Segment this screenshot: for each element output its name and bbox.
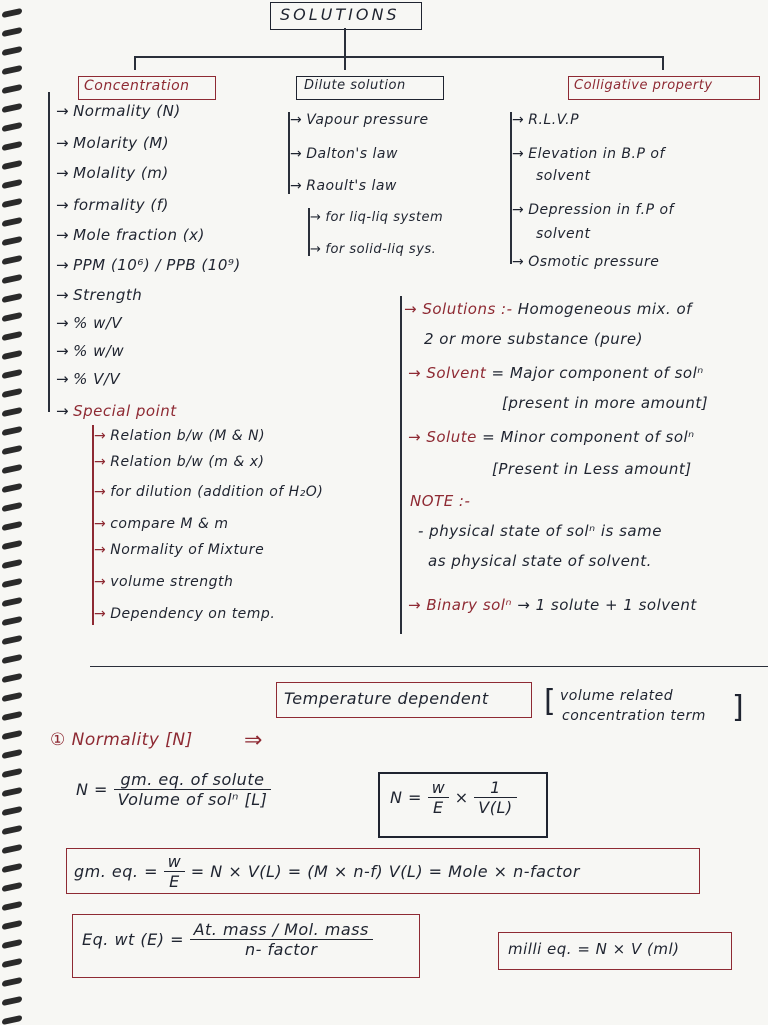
spiral-coil bbox=[2, 787, 22, 797]
arrow-icon: → bbox=[94, 606, 107, 622]
spiral-coil bbox=[2, 768, 22, 778]
concentration-item bbox=[56, 314, 122, 332]
n-denominator: Volume of solⁿ [L] bbox=[117, 790, 268, 809]
temperature-bracket-left: [ bbox=[544, 684, 557, 719]
arrow-icon: → bbox=[56, 314, 70, 332]
arrow-icon: → bbox=[56, 164, 70, 182]
spiral-coil bbox=[2, 749, 22, 759]
arrow-icon: → bbox=[56, 402, 70, 420]
list-item-label: for liq-liq system bbox=[325, 210, 444, 225]
spiral-coil bbox=[2, 312, 22, 322]
normality-heading: ① Normality [N] bbox=[50, 730, 193, 750]
list-item-label: Molarity (M) bbox=[73, 134, 170, 152]
spiral-binding bbox=[0, 0, 22, 1024]
special-point-item bbox=[94, 428, 265, 444]
arrow-icon: → bbox=[56, 102, 70, 120]
concentration-item bbox=[56, 134, 169, 152]
definitions-spine bbox=[400, 296, 402, 634]
upper-block-bottom-rule bbox=[90, 666, 768, 667]
spiral-coil bbox=[2, 141, 22, 151]
arrow-icon: → bbox=[512, 202, 525, 218]
spiral-coil bbox=[2, 46, 22, 56]
box-one-over-v bbox=[474, 778, 516, 817]
list-item-label: Raoult's law bbox=[306, 178, 397, 194]
colligative-item bbox=[512, 146, 665, 162]
special-point-item bbox=[94, 606, 275, 622]
tree-stem bbox=[344, 28, 346, 56]
list-item-label: Mole fraction (x) bbox=[73, 226, 205, 244]
colligative-heading: Colligative property bbox=[574, 78, 713, 93]
list-item-label: Depression in f.P of bbox=[528, 202, 674, 218]
spiral-coil bbox=[2, 711, 22, 721]
spiral-coil bbox=[2, 103, 22, 113]
spiral-coil bbox=[2, 8, 22, 18]
concentration-item bbox=[56, 342, 124, 360]
solutions-arrow: → bbox=[404, 300, 423, 318]
solvent-label: Solvent bbox=[426, 364, 487, 382]
dilute-item bbox=[290, 112, 429, 128]
arrow-icon: → bbox=[94, 428, 107, 444]
list-item-label: for solid-liq sys. bbox=[325, 242, 437, 257]
spiral-coil bbox=[2, 673, 22, 683]
n-eq-lhs: N = bbox=[76, 780, 108, 799]
spiral-coil bbox=[2, 293, 22, 303]
arrow-icon: → bbox=[512, 112, 525, 128]
spiral-coil bbox=[2, 825, 22, 835]
list-item-label: solvent bbox=[536, 168, 591, 184]
arrow-icon: → bbox=[290, 146, 303, 162]
spiral-coil bbox=[2, 540, 22, 550]
colligative-item bbox=[512, 112, 579, 128]
concentration-item bbox=[56, 370, 120, 388]
normality-arrow-icon: ⇒ bbox=[244, 728, 263, 753]
spiral-coil bbox=[2, 236, 22, 246]
box-times: × bbox=[454, 788, 469, 807]
box-w-over-e bbox=[428, 778, 450, 817]
arrow-icon: → bbox=[94, 516, 107, 532]
special-point-item bbox=[94, 484, 323, 500]
dilute-heading: Dilute solution bbox=[304, 78, 406, 93]
note-text-1: - physical state of solⁿ is same bbox=[418, 522, 662, 540]
solvent-text-2: [present in more amount] bbox=[502, 394, 709, 412]
dilute-sub-item bbox=[310, 210, 443, 225]
eqwt-equation bbox=[82, 920, 373, 959]
eqwt-numerator: At. mass / Mol. mass bbox=[190, 920, 373, 940]
list-item-label: Elevation in B.P of bbox=[528, 146, 665, 162]
arrow-icon: → bbox=[56, 286, 70, 304]
special-point-item bbox=[94, 454, 264, 470]
solutions-text-2: 2 or more substance (pure) bbox=[424, 330, 643, 348]
list-item-label: % V/V bbox=[73, 370, 121, 388]
eqwt-denominator: n- factor bbox=[245, 940, 318, 959]
dilute-sub-item bbox=[310, 242, 436, 257]
arrow-icon: → bbox=[310, 210, 322, 225]
concentration-item bbox=[56, 196, 169, 214]
list-item-label: Relation b/w (m & x) bbox=[110, 454, 265, 470]
concentration-item bbox=[56, 256, 241, 274]
page-title: SOLUTIONS bbox=[280, 5, 400, 24]
gmeq-w: w bbox=[164, 852, 186, 872]
colligative-item bbox=[512, 202, 674, 218]
concentration-item bbox=[56, 286, 142, 304]
list-item-label: Strength bbox=[73, 286, 143, 304]
spiral-coil bbox=[2, 920, 22, 930]
spiral-coil bbox=[2, 407, 22, 417]
gmeq-equation bbox=[74, 852, 580, 891]
arrow-icon: → bbox=[290, 178, 303, 194]
normality-equation bbox=[76, 770, 271, 809]
box-v: V(L) bbox=[478, 798, 513, 817]
special-point-item bbox=[94, 542, 264, 558]
colligative-item bbox=[536, 226, 591, 242]
concentration-item bbox=[56, 402, 177, 420]
box-lhs: N = bbox=[390, 788, 422, 807]
arrow-icon: → bbox=[56, 256, 70, 274]
spiral-coil bbox=[2, 654, 22, 664]
spiral-coil bbox=[2, 122, 22, 132]
spiral-coil bbox=[2, 426, 22, 436]
arrow-icon: → bbox=[94, 484, 107, 500]
arrow-icon: → bbox=[94, 454, 107, 470]
spiral-coil bbox=[2, 350, 22, 360]
gmeq-fraction bbox=[164, 852, 186, 891]
arrow-icon: → bbox=[310, 242, 322, 257]
solvent-arrow: → bbox=[408, 364, 427, 382]
temperature-label: Temperature dependent bbox=[284, 689, 489, 708]
spiral-coil bbox=[2, 844, 22, 854]
arrow-icon: → bbox=[56, 226, 70, 244]
spiral-coil bbox=[2, 882, 22, 892]
note-text-2: as physical state of solvent. bbox=[428, 552, 652, 570]
spiral-coil bbox=[2, 958, 22, 968]
list-item-label: R.L.V.P bbox=[528, 112, 580, 128]
solvent-text-1: = Major component of solⁿ bbox=[491, 364, 704, 382]
solutions-label: Solutions :- bbox=[422, 300, 513, 318]
binary-label: Binary solⁿ bbox=[426, 596, 512, 614]
spiral-coil bbox=[2, 901, 22, 911]
list-item-label: compare M & m bbox=[110, 516, 229, 532]
spiral-coil bbox=[2, 27, 22, 37]
temperature-note-2: concentration term bbox=[562, 708, 706, 724]
spiral-coil bbox=[2, 578, 22, 588]
spiral-coil bbox=[2, 274, 22, 284]
arrow-icon: → bbox=[512, 254, 525, 270]
list-item-label: Dependency on temp. bbox=[110, 606, 276, 622]
solute-text-1: = Minor component of solⁿ bbox=[482, 428, 695, 446]
list-item-label: Special point bbox=[73, 402, 177, 420]
binary-arrow: → bbox=[408, 596, 427, 614]
temperature-bracket-right: ] bbox=[732, 690, 745, 725]
spiral-coil bbox=[2, 483, 22, 493]
n-numerator: gm. eq. of solute bbox=[114, 770, 272, 790]
arrow-icon: → bbox=[56, 370, 70, 388]
gmeq-e: E bbox=[169, 872, 180, 891]
spiral-coil bbox=[2, 635, 22, 645]
arrow-icon: → bbox=[56, 196, 70, 214]
binary-def bbox=[408, 596, 697, 614]
concentration-spine bbox=[48, 92, 50, 412]
spiral-coil bbox=[2, 977, 22, 987]
list-item-label: for dilution (addition of H₂O) bbox=[110, 484, 324, 500]
tree-mid bbox=[344, 56, 346, 70]
spiral-coil bbox=[2, 198, 22, 208]
n-fraction bbox=[114, 770, 272, 809]
gmeq-lhs: gm. eq. = bbox=[74, 862, 158, 881]
list-item-label: Molality (m) bbox=[73, 164, 169, 182]
spiral-coil bbox=[2, 464, 22, 474]
list-item-label: formality (f) bbox=[73, 196, 169, 214]
arrow-icon: → bbox=[56, 342, 70, 360]
spiral-coil bbox=[2, 331, 22, 341]
spiral-coil bbox=[2, 939, 22, 949]
colligative-item bbox=[512, 254, 659, 270]
spiral-coil bbox=[2, 597, 22, 607]
solvent-def bbox=[408, 364, 704, 382]
spiral-coil bbox=[2, 692, 22, 702]
list-item-label: Dalton's law bbox=[306, 146, 398, 162]
spiral-coil bbox=[2, 863, 22, 873]
spiral-coil bbox=[2, 559, 22, 569]
list-item-label: % w/w bbox=[73, 342, 125, 360]
list-item-label: Normality of Mixture bbox=[110, 542, 265, 558]
solute-text-2: [Present in Less amount] bbox=[492, 460, 692, 478]
arrow-icon: → bbox=[94, 542, 107, 558]
spiral-coil bbox=[2, 445, 22, 455]
spiral-coil bbox=[2, 730, 22, 740]
eqwt-lhs: Eq. wt (E) = bbox=[82, 930, 184, 949]
normality-box-equation bbox=[390, 778, 517, 817]
spiral-coil bbox=[2, 996, 22, 1006]
spiral-coil bbox=[2, 179, 22, 189]
list-item-label: Vapour pressure bbox=[306, 112, 429, 128]
box-e: E bbox=[433, 798, 444, 817]
solutions-def bbox=[404, 300, 692, 318]
colligative-spine bbox=[510, 112, 512, 264]
arrow-icon: → bbox=[94, 574, 107, 590]
colligative-item bbox=[536, 168, 591, 184]
spiral-coil bbox=[2, 217, 22, 227]
box-w: w bbox=[428, 778, 450, 798]
spiral-coil bbox=[2, 160, 22, 170]
spiral-coil bbox=[2, 806, 22, 816]
solute-arrow: → bbox=[408, 428, 427, 446]
tree-left bbox=[134, 56, 136, 70]
spiral-coil bbox=[2, 616, 22, 626]
temperature-note-1: volume related bbox=[560, 688, 674, 704]
gmeq-rhs: = N × V(L) = (M × n-f) V(L) = Mole × n-factor bbox=[190, 862, 580, 881]
solute-def bbox=[408, 428, 695, 446]
concentration-item bbox=[56, 226, 205, 244]
spiral-coil bbox=[2, 84, 22, 94]
milli-eq: milli eq. = N × V (ml) bbox=[508, 940, 680, 958]
list-item-label: volume strength bbox=[110, 574, 234, 590]
dilute-item bbox=[290, 146, 398, 162]
special-point-item bbox=[94, 516, 228, 532]
arrow-icon: → bbox=[290, 112, 303, 128]
spiral-coil bbox=[2, 1015, 22, 1025]
spiral-coil bbox=[2, 521, 22, 531]
spiral-coil bbox=[2, 65, 22, 75]
solute-label: Solute bbox=[426, 428, 477, 446]
list-item-label: Osmotic pressure bbox=[528, 254, 660, 270]
solutions-text-1: Homogeneous mix. of bbox=[517, 300, 692, 318]
list-item-label: Relation b/w (M & N) bbox=[110, 428, 266, 444]
binary-text: 1 solute + 1 solvent bbox=[535, 596, 697, 614]
list-item-label: solvent bbox=[536, 226, 591, 242]
arrow-icon: → bbox=[512, 146, 525, 162]
tree-branch bbox=[134, 56, 664, 58]
list-item-label: % w/V bbox=[73, 314, 123, 332]
tree-right bbox=[662, 56, 664, 70]
spiral-coil bbox=[2, 255, 22, 265]
list-item-label: PPM (10⁶) / PPB (10⁹) bbox=[73, 256, 241, 274]
concentration-item bbox=[56, 164, 169, 182]
arrow-icon: → bbox=[56, 134, 70, 152]
box-one: 1 bbox=[474, 778, 516, 798]
spiral-coil bbox=[2, 388, 22, 398]
note-label: NOTE :- bbox=[410, 492, 471, 510]
special-point-item bbox=[94, 574, 233, 590]
spiral-coil bbox=[2, 369, 22, 379]
dilute-item bbox=[290, 178, 397, 194]
concentration-item bbox=[56, 102, 181, 120]
spiral-coil bbox=[2, 502, 22, 512]
concentration-heading: Concentration bbox=[84, 78, 190, 94]
binary-arrow-2: → bbox=[517, 596, 536, 614]
list-item-label: Normality (N) bbox=[73, 102, 181, 120]
eqwt-fraction bbox=[190, 920, 373, 959]
